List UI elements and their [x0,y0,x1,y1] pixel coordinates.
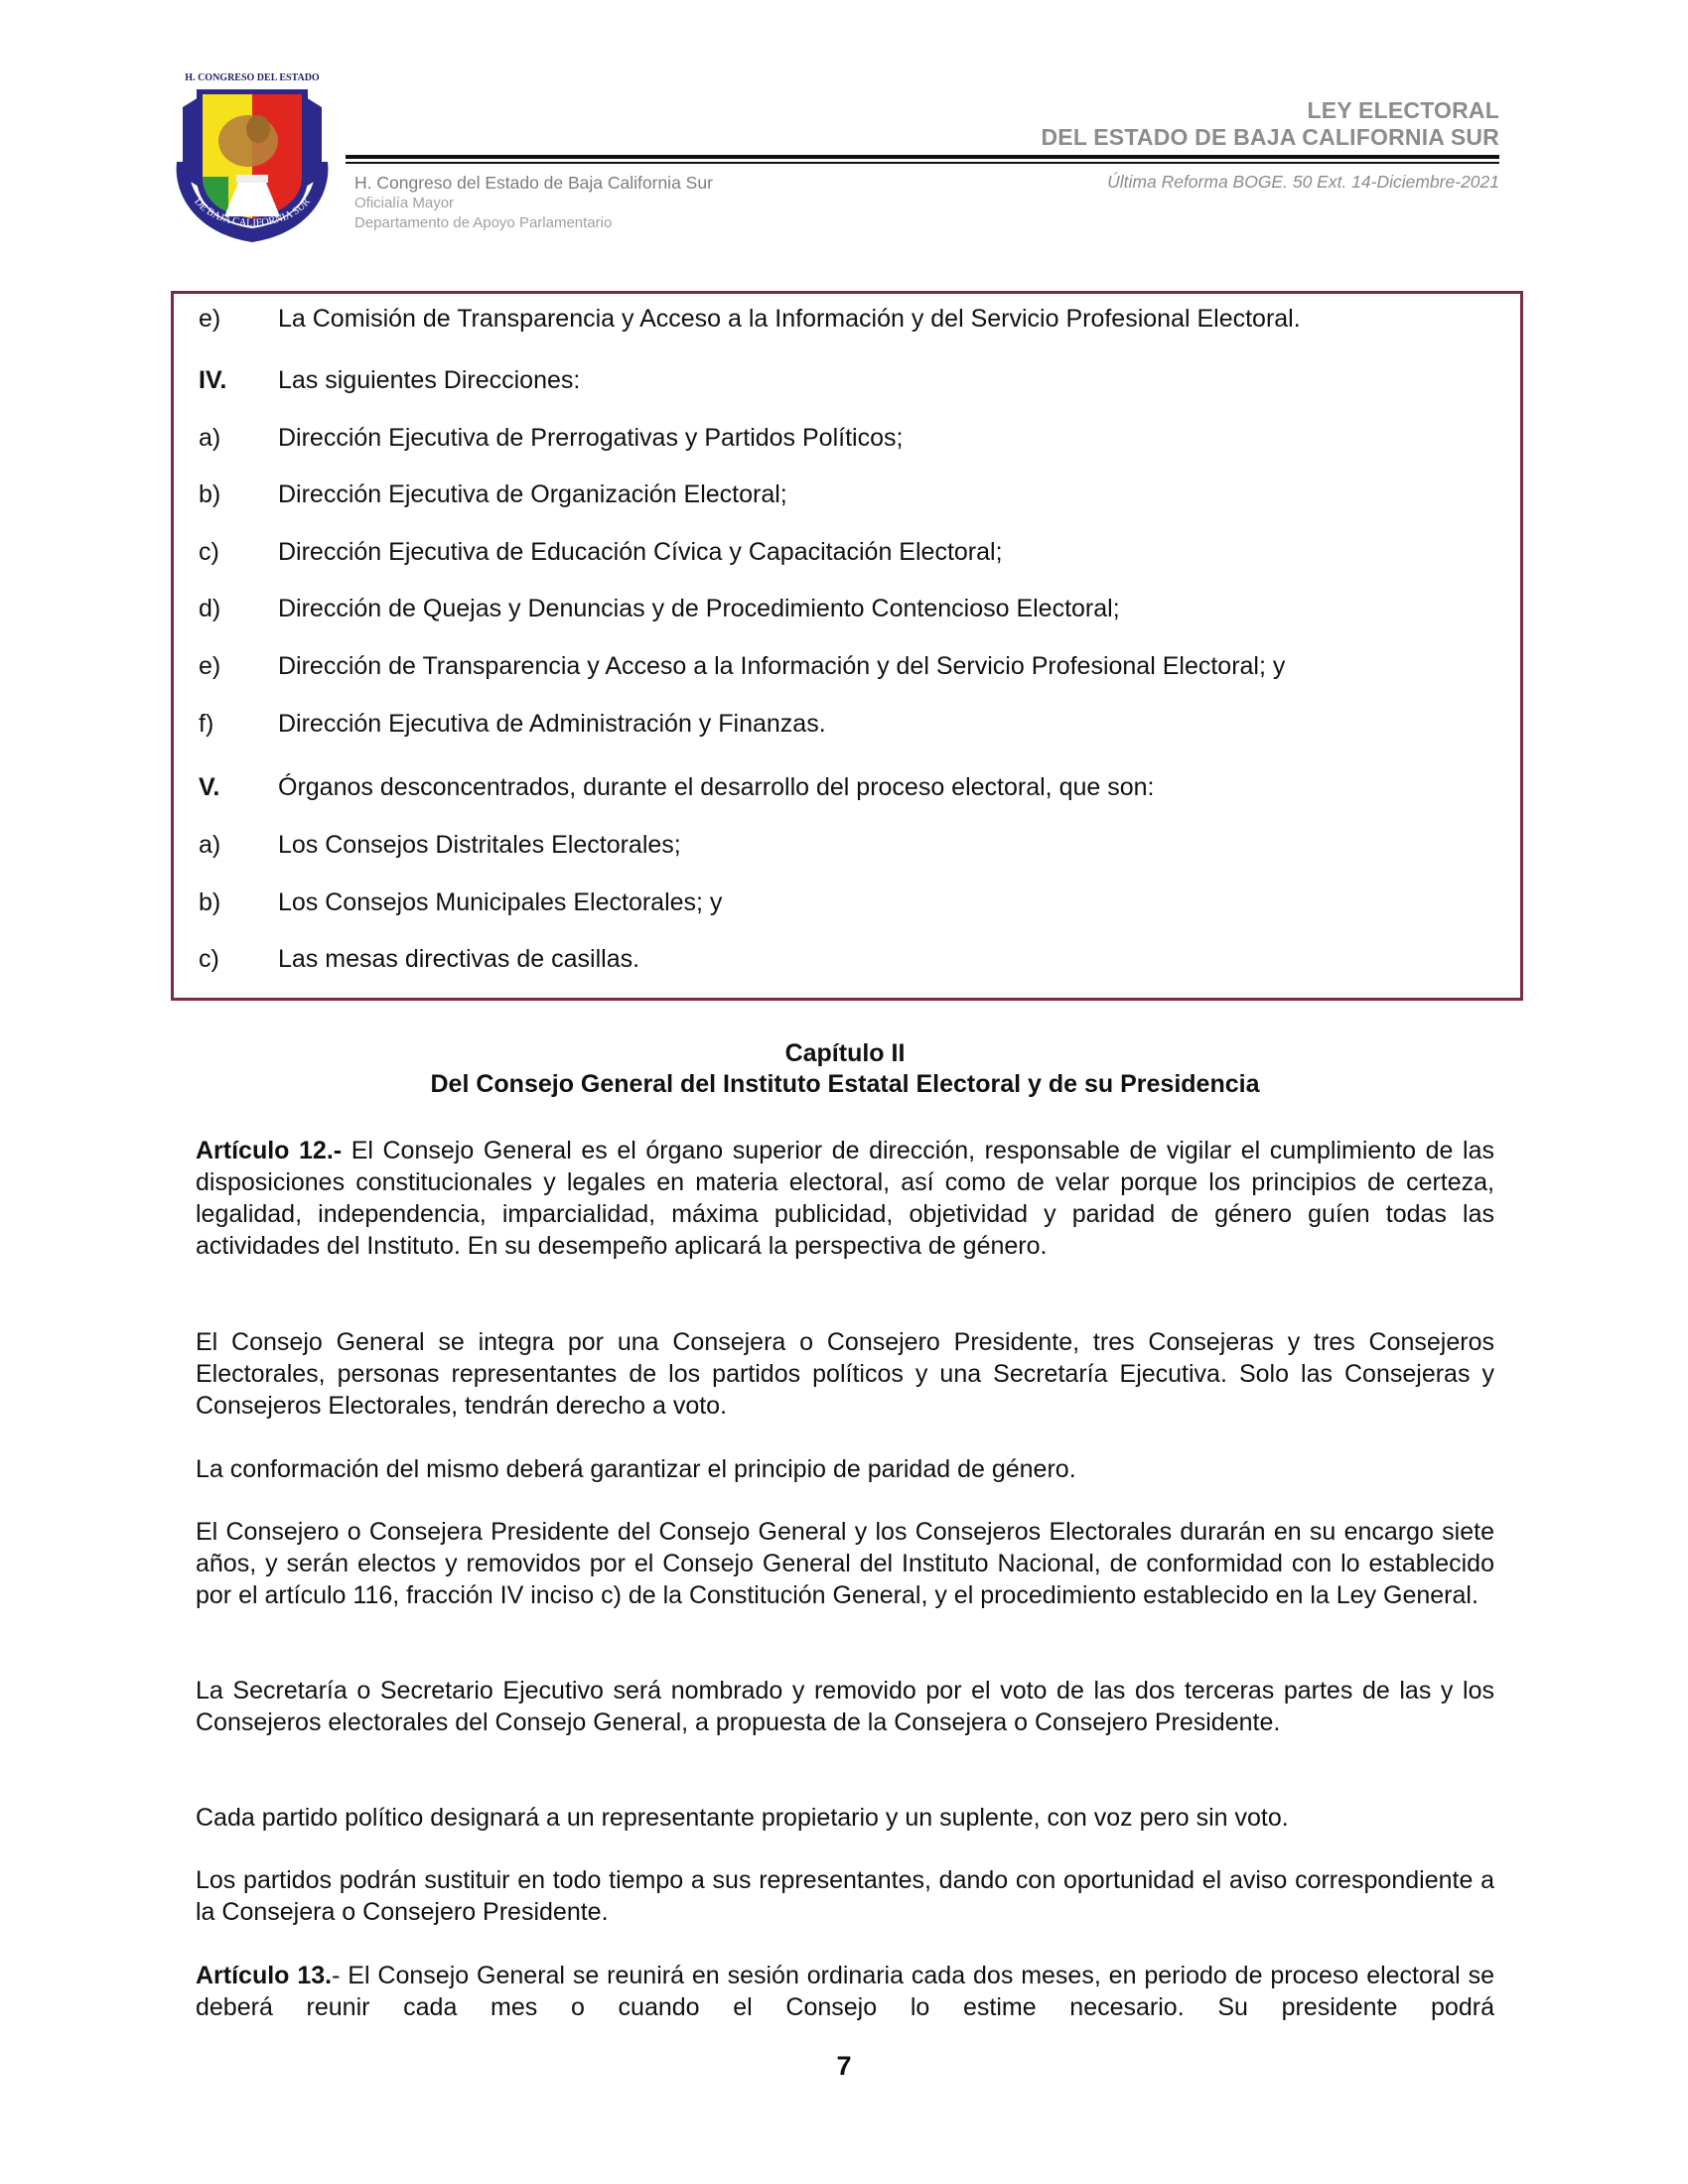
list-item-label: c) [199,945,219,973]
list-item-label: e) [199,305,221,333]
list-item-text: Los Consejos Distritales Electorales; [278,831,681,859]
chapter-title: Capítulo II [784,1039,906,1067]
list-item-label: b) [199,480,221,508]
paragraph-text: Los partidos podrán sustituir en todo tiempo a sus representantes, dando con oportunidad el aviso correspondiente a la Consejera o Consejero Presidente. [196,1866,1494,1926]
list-item-text: Dirección de Quejas y Denuncias y de Procedimiento Contencioso Electoral; [278,595,1120,622]
header-rule-thin [346,162,1499,164]
list-item-text: Dirección Ejecutiva de Organización Electoral; [278,480,787,508]
list-item-label: f) [199,710,214,738]
list-item-label: b) [199,888,221,916]
paragraph [196,1453,1494,1485]
paragraph-text: La Secretaría o Secretario Ejecutivo será nombrado y removido por el voto de las dos terceras partes de las y los Consejeros electorales del Consejo General, a propuesta de la Consejera o Consejero Presidente. [196,1677,1494,1736]
organization-info [354,172,713,233]
paragraph-text: El Consejo General se integra por una Consejera o Consejero Presidente, tres Consejeras y tres Consejeros Electorales, personas representantes de los partidos políticos y una Secretaría Ejecutiva. Solo las Consejeras y Consejeros Electorales, tendrán derecho a voto. [196,1328,1494,1420]
congress-logo [169,68,336,246]
list-item-label: a) [199,424,221,452]
bordered-list-box [171,291,1523,1001]
list-item-text: Dirección Ejecutiva de Administración y Finanzas. [278,710,826,738]
paragraph [196,1675,1494,1738]
list-item-text: Las mesas directivas de casillas. [278,945,640,973]
article-label: Artículo 12.- [196,1137,343,1164]
page-number: 7 [836,2051,852,2081]
logo-bottom-text: DE BAJA CALIFORNIA SUR [192,196,313,229]
list-item-text: Dirección Ejecutiva de Educación Cívica y Capacitación Electoral; [278,538,1003,566]
paragraph-text: El Consejero o Consejera Presidente del Consejo General y los Consejeros Electorales durarán en su encargo siete años, y serán electos y removidos por el Consejo General del Instituto Nacional, de conformidad con lo establecido por el artículo 116, fracción IV inciso c) de la Constitución General, y el procedimiento establecido en la Ley General. [196,1518,1494,1609]
list-item-label: IV. [199,366,227,394]
paragraph [196,1516,1494,1611]
list-item-text: La Comisión de Transparencia y Acceso a la Información y del Servicio Profesional Electoral. [278,305,1301,333]
list-item-text: Dirección de Transparencia y Acceso a la Información y del Servicio Profesional Electoral; y [278,652,1286,680]
document-title-line2: DEL ESTADO DE BAJA CALIFORNIA SUR [1041,124,1499,150]
last-reform-note: Última Reforma BOGE. 50 Ext. 14-Diciembre-2021 [1107,172,1499,192]
organization-department: Departamento de Apoyo Parlamentario [354,214,613,231]
list-item-label: d) [199,595,221,622]
paragraph [196,1802,1494,1834]
list-item-text: Las siguientes Direcciones: [278,366,581,394]
document-title-line1: LEY ELECTORAL [1307,97,1499,123]
logo-top-text: H. CONGRESO DEL ESTADO [185,72,320,83]
paragraph-text: La conformación del mismo deberá garantizar el principio de paridad de género. [196,1455,1076,1483]
list-item-label: c) [199,538,219,566]
article-label: Artículo 13. [196,1962,333,1989]
header-rule-thick [346,155,1499,159]
paragraph-text: - El Consejo General se reunirá en sesión ordinaria cada dos meses, en periodo de proceso electoral se deberá reunir cada mes o cuando el Consejo lo estime necesario. Su presidente podrá [196,1962,1494,2021]
document-title [1041,97,1499,151]
list-item-text: Órganos desconcentrados, durante el desarrollo del proceso electoral, que son: [278,773,1155,801]
organization-name: H. Congreso del Estado de Baja California Sur [354,173,713,193]
paragraph-text: El Consejo General es el órgano superior de dirección, responsable de vigilar el cumplimiento de las disposiciones constitucionales y legales en materia electoral, así como de velar porque los principios de certeza, legalidad, independencia, imparcialidad, máxima publicidad, objetividad y paridad de género guíen todas las actividades del Instituto. En su desempeño aplicará la perspectiva de género. [196,1137,1494,1260]
article-12-paragraph [196,1135,1494,1262]
list-item-label: V. [199,773,220,801]
paragraph [196,1326,1494,1422]
list-item-text: Dirección Ejecutiva de Prerrogativas y Partidos Políticos; [278,424,904,452]
paragraph-text: Cada partido político designará a un representante propietario y un suplente, con voz pero sin voto. [196,1804,1289,1832]
paragraph [196,1864,1494,1928]
list-item-label: e) [199,652,221,680]
organization-office: Oficialía Mayor [354,195,455,211]
congress-shield-icon [169,68,336,246]
list-item-text: Los Consejos Municipales Electorales; y [278,888,723,916]
article-13-paragraph [196,1960,1494,2023]
list-item-label: a) [199,831,221,859]
chapter-subtitle: Del Consejo General del Instituto Estatal Electoral y de su Presidencia [430,1070,1260,1098]
